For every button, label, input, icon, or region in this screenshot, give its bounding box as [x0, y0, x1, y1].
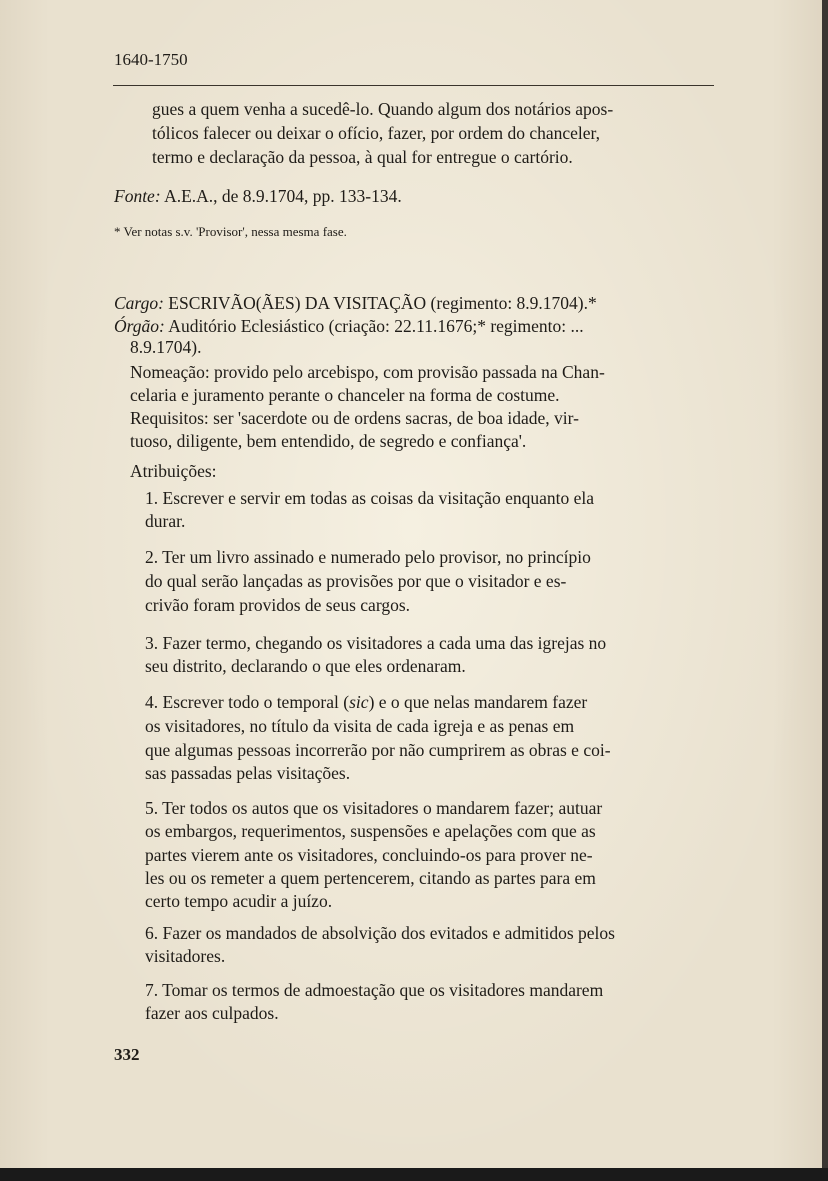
item-1-line-2: durar. [145, 511, 186, 531]
requisitos-line-2: tuoso, diligente, bem entendido, de segredo e confiança'. [130, 431, 527, 451]
orgao-continuation: 8.9.1704). [130, 337, 202, 357]
item-6-line-2: visitadores. [145, 946, 226, 966]
header-rule [113, 85, 714, 86]
scan-right-edge [822, 0, 828, 1181]
page-number: 332 [114, 1045, 140, 1064]
item-4-line-3: que algumas pessoas incorrerão por não cumprirem as obras e coi- [145, 740, 611, 760]
item-7-line-1: 7. Tomar os termos de admoestação que os visitadores mandarem [145, 980, 604, 1000]
cargo-line [114, 292, 597, 315]
orgao-text: Auditório Eclesiástico (criação: 22.11.1676;* regimento: ... [164, 316, 584, 336]
item-2-line-3: crivão foram providos de seus cargos. [145, 595, 411, 615]
item-5-line-4: les ou os remeter a quem pertencerem, citando as partes para em [145, 868, 596, 888]
scan-bottom-edge [0, 1168, 828, 1181]
atribuicoes-heading: Atribuições: [130, 461, 217, 481]
intro-line-1: gues a quem venha a sucedê-lo. Quando algum dos notários apos- [152, 99, 614, 119]
orgao-line [114, 315, 584, 338]
item-4-line-1-after: ) e o que nelas mandarem fazer [368, 692, 588, 712]
cargo-text: ESCRIVÃO(ÃES) DA VISITAÇÃO (regimento: 8.9.1704).* [163, 293, 597, 313]
item-2-line-1: 2. Ter um livro assinado e numerado pelo provisor, no princípio [145, 547, 591, 567]
item-4-line-1 [145, 691, 587, 714]
item-5-line-5: certo tempo acudir a juízo. [145, 891, 333, 911]
item-2-line-2: do qual serão lançadas as provisões por que o visitador e es- [145, 571, 567, 591]
item-5-line-1: 5. Ter todos os autos que os visitadores o mandarem fazer; autuar [145, 798, 603, 818]
source-label: Fonte: [114, 186, 161, 206]
item-1-line-1: 1. Escrever e servir em todas as coisas da visitação enquanto ela [145, 488, 594, 508]
item-4-line-1-before: 4. Escrever todo o temporal ( [145, 692, 350, 712]
nomeacao-line-1: Nomeação: provido pelo arcebispo, com provisão passada na Chan- [130, 362, 605, 382]
item-4-line-2: os visitadores, no título da visita de cada igreja e as penas em [145, 716, 575, 736]
intro-line-3: termo e declaração da pessoa, à qual for entregue o cartório. [152, 147, 573, 167]
intro-line-2: tólicos falecer ou deixar o ofício, fazer, por ordem do chanceler, [152, 123, 601, 143]
footnote: * Ver notas s.v. 'Provisor', nessa mesma fase. [114, 224, 347, 239]
cargo-label: Cargo: [114, 293, 164, 313]
item-7-line-2: fazer aos culpados. [145, 1003, 279, 1023]
item-4-line-4: sas passadas pelas visitações. [145, 763, 351, 783]
orgao-label: Órgão: [114, 316, 165, 336]
source-text: A.E.A., de 8.9.1704, pp. 133-134. [160, 186, 402, 206]
nomeacao-line-2: celaria e juramento perante o chanceler na forma de costume. [130, 385, 560, 405]
sic-annotation: sic [349, 692, 369, 712]
item-3-line-2: seu distrito, declarando o que eles ordenaram. [145, 656, 466, 676]
item-3-line-1: 3. Fazer termo, chegando os visitadores a cada uma das igrejas no [145, 633, 607, 653]
running-header: 1640-1750 [114, 50, 188, 69]
item-6-line-1: 6. Fazer os mandados de absolvição dos evitados e admitidos pelos [145, 923, 615, 943]
requisitos-line-1: Requisitos: ser 'sacerdote ou de ordens sacras, de boa idade, vir- [130, 408, 579, 428]
item-5-line-2: os embargos, requerimentos, suspensões e apelações com que as [145, 821, 596, 841]
source-citation [114, 185, 402, 208]
item-5-line-3: partes vierem ante os visitadores, concluindo-os para prover ne- [145, 845, 593, 865]
